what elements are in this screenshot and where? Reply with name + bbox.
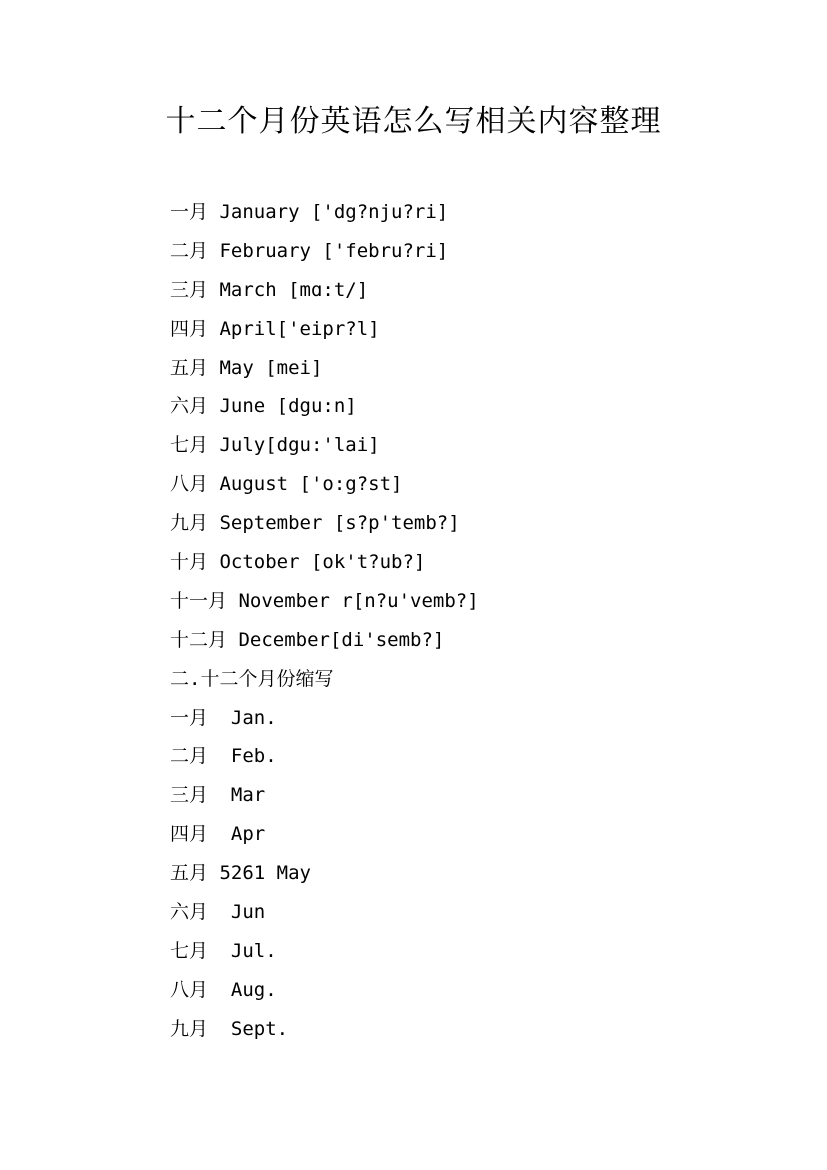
page-title: 十二个月份英语怎么写相关内容整理 [165, 104, 662, 139]
text-line: 五月 May [mei] [170, 356, 323, 379]
text-line: 六月 June [dgu:n] [170, 395, 357, 418]
text-line: 三月 Mar [170, 784, 266, 807]
text-line: 三月 March [mɑ:t/] [170, 278, 369, 301]
text-line: 八月 Aug. [170, 978, 277, 1001]
text-line: 四月 April['eipr?l] [170, 317, 380, 340]
text-line: 八月 August ['o:g?st] [170, 473, 403, 496]
month-list [170, 193, 790, 1049]
text-line: 十二月 December[di'semb?] [170, 628, 445, 651]
text-line: 二月 February ['febru?ri] [170, 239, 449, 262]
text-line: 九月 September [s?p'temb?] [170, 512, 460, 535]
text-line: 九月 Sept. [170, 1017, 289, 1040]
text-line: 十月 October [ok't?ub?] [170, 551, 426, 574]
text-line: 七月 July[dgu:'lai] [170, 434, 380, 457]
text-line: 二月 Feb. [170, 745, 277, 768]
text-line: 一月 Jan. [170, 706, 277, 729]
text-line: 四月 Apr [170, 823, 266, 846]
text-line: 七月 Jul. [170, 939, 277, 962]
text-line: 一月 January ['dg?nju?ri] [170, 201, 449, 223]
text-line: 五月 5261 May [170, 862, 311, 885]
text-line: 六月 Jun [170, 901, 266, 924]
text-line: 十一月 November r[n?u'vemb?] [170, 589, 479, 612]
section-heading: 二.十二个月份缩写 [170, 667, 334, 690]
